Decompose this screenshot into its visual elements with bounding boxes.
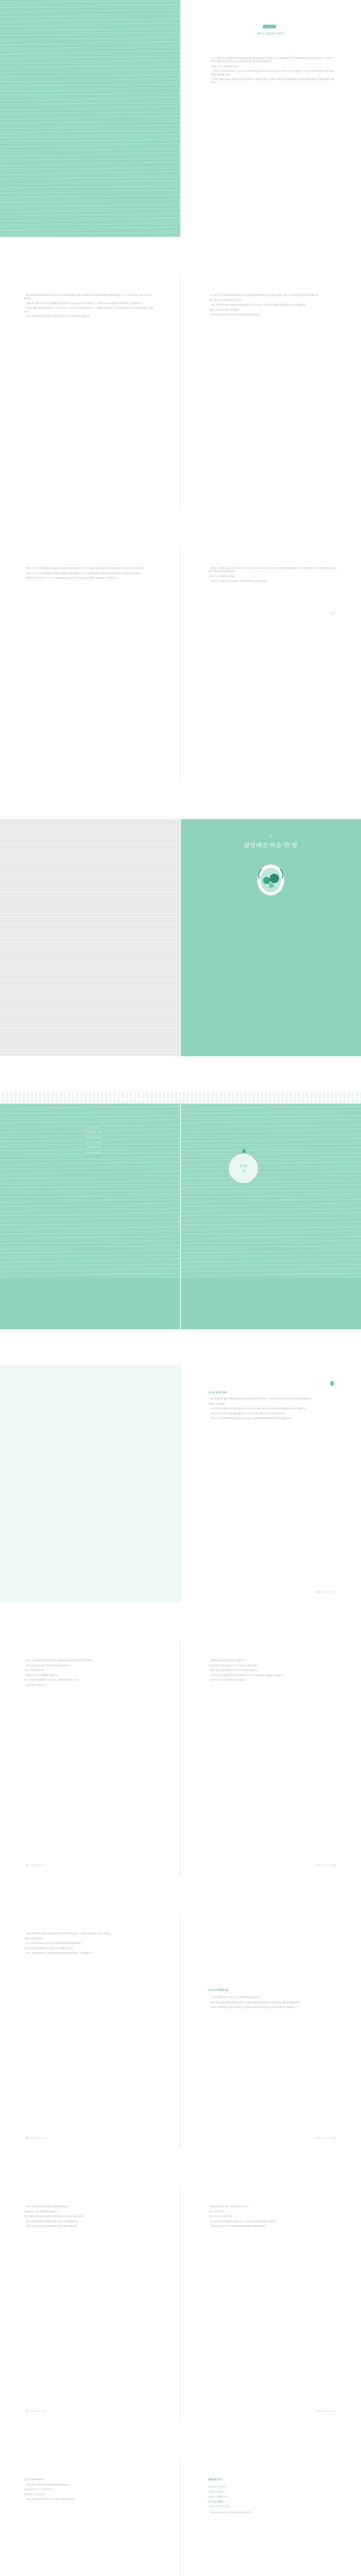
pale-mint-page	[0, 1365, 180, 1602]
paragraph: 어느 날 한 아이가 물었습니다. 저는 잠시 생각하다가 이렇게 대답했습니다.	[26, 1942, 81, 1945]
gutter	[180, 1638, 181, 1875]
right-page	[180, 546, 361, 783]
paragraph: 동시를 읽고 나누는 시간이 쌓일수록 아이들은 서로를 더 잘 알게 되었습니다. 누가 무엇을 좋아하는지, 어떤 일에 마음이 상하는지 자연스럽게 알게 되었지요.	[26, 572, 142, 574]
quote: "선생님, 오늘은 어떤 시를 읽어요?"	[208, 575, 235, 578]
mint-band	[0, 1278, 180, 1329]
paragraph: 그렇게 만들어진 시집은 아이들에게 세상에서 하나뿐인 보물이 되었습니다.	[210, 2225, 266, 2228]
paragraph: 처음에는 대답이 돌아오지 않았습니다. 그러나 일주일, 이 주일이 지나자 한두 명씩 손을 들기 시작했습니다. 아이들은 시 속 이야기를 빌려 자기 이야기를 꺼내 놓기 시작했습니다.	[24, 307, 153, 313]
gutter	[180, 0, 181, 237]
spread-4	[0, 819, 361, 1056]
footer-title: 말랑해진 마음 한 알	[30, 2410, 46, 2412]
body-text	[208, 1659, 337, 1684]
decorative-teal-page	[0, 0, 180, 237]
body-text	[208, 1397, 337, 1422]
paragraph: 처음 교실에 들어섰을 때 아이들은 서로 눈도 잘 마주치지 못했습니다. 쉬는 시간이면 각자 자리에 앉아 조용히 창밖만 바라보았고, 누가 먼저 말을 걸어 주기를 기다리는 듯했습니다.	[24, 294, 153, 300]
badge-sublabel: 공감	[241, 1170, 245, 1172]
left-page	[0, 546, 180, 783]
section-chip: 세내는말	[263, 25, 276, 28]
poem-line: 젖은 신발도 괜찮았어	[208, 2500, 224, 2503]
paragraph: 아이들이 직접 쓴 이 시는 우리 반의 노래가 되었습니다.	[210, 2512, 252, 2514]
left-page	[0, 273, 180, 510]
body-text	[208, 294, 337, 318]
paragraph: 아이들의 눈이 모두 정미에게로 향했습니다.	[26, 1674, 58, 1676]
paragraph: 어느 시골의 작은 교실에서 처음으로 아이들을 만났던 날이 떠오릅니다. 그때 저는 동시 한 편을 칠판에 적어 주고 함께 소리 내어 읽어 보자고 했습니다. 아이들의 목소리가 교실을 가득 채우는 순간, 저는 동시가 가진 힘을 처음으로 알게 되었습니다.	[210, 57, 334, 63]
paragraph: 동시 쓰기 시간에 아이들은 저마다의 경험을 떠올렸습니다.	[26, 2206, 69, 2208]
spread-10	[0, 2458, 361, 2576]
paragraph: 작은 목소리로 건넨 그 한마디가 교실의 공기를 바꾸어 놓았습니다.	[210, 314, 260, 316]
left-page	[0, 1638, 180, 1875]
footer-title: 말랑해진 마음 한 알	[315, 2137, 331, 2139]
paragraph: 동시 한 편이 두 아이의 마음을 이어 준 것입니다.	[210, 1679, 247, 1682]
gutter	[180, 1092, 181, 1329]
quote: "그럼 다음에 비 오면 나랑 같이 가자. 우리 집 가는 길이랑 같잖아."	[208, 1664, 258, 1667]
poem-page	[0, 1092, 180, 1329]
spread-7	[0, 1638, 361, 1875]
chapter-badge	[229, 1154, 258, 1183]
footer-title: 말랑해진 마음 한 알	[30, 1864, 46, 1866]
footer-chapter: 1장	[26, 2137, 29, 2139]
paragraph: 공감은 이렇게 작은 순간에서 시작됩니다. 친구의 이야기에 귀 기울이고, 그 마음을 내 마음처럼 느껴 보는 것이지요.	[26, 1933, 111, 1935]
paragraph: 그 뒤로 아이들은 비 오는 날을 조금씩 다르게 바라보게 되었습니다.	[210, 1996, 260, 1998]
body-text	[24, 567, 153, 582]
paragraph: 교실이 잠시 조용해졌습니다.	[26, 1684, 47, 1686]
body-text	[208, 2205, 337, 2230]
quote: "오늘 아침에 있었던 일을 떠올려 봐. 기분이 어땠는지 그걸 그대로 적어 보면 돼."	[24, 2215, 84, 2218]
right-page	[180, 1365, 361, 1602]
poem-line: 비 오는 날에는	[88, 1127, 99, 1129]
gutter	[180, 1911, 181, 2148]
preface-page	[180, 0, 361, 237]
paragraph: 이 책에 실린 이야기들은 모두 그 시간 속에서 피어난 것들입니다. 아이들의 목소리를 최대한 그대로 담으려고 노력했습니다.	[26, 577, 118, 580]
quote: "친구가 슬플 때 같이 슬퍼해 주고, 기쁠 때 같이 기뻐해 주는 거야."	[24, 1947, 74, 1950]
section-heading: 우산 속의 따뜻한 마음	[208, 1989, 228, 1991]
spread-3	[0, 546, 361, 783]
paragraph: 아이들의 시를 모아 작은 시집을 만들기로 했습니다.	[210, 2206, 249, 2208]
footer-title: 말랑해진 마음 한 알	[30, 2137, 46, 2139]
right-page	[180, 1638, 361, 1875]
preface-title: 해주는 공감 동시 이야기	[257, 32, 285, 36]
quote: "그럼, 모두의 시가 들어갈 거야."	[208, 2215, 233, 2218]
paragraph: 한 아이는 우산을 잃어버려 울었던 날을, 또 다른 아이는 친구와 함께 물웅덩이를 뛰어넘던 날을 떠올렸습니다.	[210, 1417, 291, 1420]
teal-background	[0, 1092, 180, 1278]
gutter	[180, 1365, 181, 1602]
paragraph: 한 아이가 수줍게 웃으며 건넨 그 말은 지금도 제 마음에 오래 남아 있습니다. 아이들은 동시 속에서 자기 마음을 발견하고, 친구의 마음을 들여다보며, 조금씩 서로를 이해하는 법을 배워 갑니다.	[210, 70, 334, 76]
teal-background	[180, 1092, 361, 1278]
quote: "우리 반 시집이 생겼어요!"	[24, 2479, 44, 2481]
running-footer	[315, 1864, 337, 1866]
gutter	[180, 546, 181, 783]
right-page	[180, 2458, 361, 2576]
lace-border	[180, 1092, 361, 1104]
quote: "괜찮아, 다음엔 내가 같이 쓰고 가 줄게."	[208, 309, 239, 311]
running-footer	[315, 2410, 337, 2412]
quote: "선생님, 저는 무엇을 써야 할지 모르겠어요."	[24, 2210, 57, 2213]
running-footer	[24, 2137, 46, 2139]
footer-chapter: 1장	[332, 1864, 335, 1866]
paragraph: 완성된 시를 읽어 주던 아이의 목소리에는 자랑스러움이 묻어났습니다.	[26, 2225, 78, 2228]
footer-chapter: 1장	[332, 1591, 335, 1593]
gutter	[180, 2458, 181, 2576]
poem	[50, 1126, 137, 1156]
paragraph: 이 책은 그렇게 아이들과 함께 나눈 동시와 이야기를 모은 것입니다. 짧은 시 한 편이 아이의 하루를 어떻게 바꾸는지, 공감이 어떻게 자라나는지 함께 살펴보고 싶었습니다.	[210, 78, 334, 84]
poem-line: 너와 나는 가까워졌어	[208, 2490, 224, 2493]
footer-title: 말랑해진 마음 한 알	[315, 1864, 331, 1866]
body-text	[208, 2511, 337, 2516]
running-footer	[315, 2137, 337, 2139]
quote: "저도 우산 없어서 비 맞고 집에 간 적 있어요."	[208, 299, 243, 301]
spread-2	[0, 273, 361, 510]
section-heading: 비 오는 날 동시 읽기	[208, 1391, 227, 1394]
spread-1	[0, 0, 361, 237]
gutter	[180, 819, 181, 1056]
quote: "민준이 거는 우산 이야기네."	[24, 2493, 46, 2496]
body-text	[208, 1996, 337, 2011]
mint-band	[180, 1278, 361, 1329]
paragraph: 시를 다 읽고 나서 저는 아이들에게 물었습니다. 비 오는 날 가장 기억에 남는 일은 무엇인지 말이지요.	[210, 1412, 286, 1415]
signature: 지은이	[330, 613, 335, 615]
paragraph: 그러자 여기저기서 비슷한 경험들이 쏟아져 나왔습니다. 그날 아이들은 서로의 이야기에 귀를 기울이며 처음으로 크게 웃었습니다.	[210, 304, 306, 307]
chapter-number: 1장	[268, 835, 273, 838]
poem-line: 가장 따뜻한 마음이야	[85, 1151, 102, 1154]
running-footer	[315, 1591, 337, 1593]
footer-title: 말랑해진 마음 한 알	[315, 2410, 331, 2412]
right-page	[180, 273, 361, 510]
poem-line: 다음 비가 오면 또 같이 가자	[208, 2505, 229, 2508]
poem-line: 그게 내가 줄 수 있는	[86, 1146, 101, 1149]
decorative-grey-page	[0, 819, 180, 1056]
paragraph: 아이들의 마음은 생각보다 훨씬 깊고 넓었습니다. 어른들이 미처 알아채지 못하는 작은 일에도 기뻐하고 슬퍼하며, 친구의 아픔을 자기 일처럼 느낄 줄 알았습니다.	[26, 567, 145, 569]
paragraph: 정미는 놀란 얼굴로 민준이를 바라보다가 이내 살짝 웃었습니다.	[210, 1669, 258, 1672]
paragraph: 아이들은 자기 시에 어울리는 그림을 그리고, 친구의 시를 읽으며 감상을 적어 주었습니다.	[210, 2220, 277, 2223]
spread-5	[0, 1092, 361, 1329]
running-footer	[24, 1864, 46, 1866]
poem-line: 네 어깨가 젖지 않도록	[85, 1137, 102, 1139]
paragraph: 시집을 받아 든 아이들의 얼굴에는 환한 웃음이 번졌습니다.	[26, 2483, 70, 2486]
left-page	[0, 2458, 180, 2576]
chapter-title: 말랑해진 마음 한 알	[243, 842, 298, 849]
preface-body	[210, 57, 334, 86]
gutter	[180, 2184, 181, 2421]
paragraph: 비가 오면 누군가의 우산이 되어 줄 수 있다는 것, 함께 걸어가는 길이 혼자 걷는 길보다 덜 춥다는 것을 알게 되었으니까요.	[210, 2001, 301, 2004]
spread-6	[0, 1365, 361, 1602]
body-text	[24, 294, 153, 320]
paragraph: 책을 읽는 선생님과 부모님, 그리고 아이들 모두가 동시 한 편으로 서로의 마음을 들여다보는 경험을 하기를 바랍니다. 공감은 거창한 것이 아니라 작은 관심에서 시작된다는 것을 이 책이 보여 주었으면 합니다.	[208, 567, 337, 573]
paragraph: 아이들의 그 물음이 앞으로도 오래도록 이어지기를 바라며 이 책을 펴냅니다.	[210, 580, 267, 583]
quote: "이건 정미 시야. 비 오는 날에 관한 거."	[24, 2488, 54, 2491]
quote: "선생님, 공감이 뭐예요?"	[24, 1937, 43, 1940]
paragraph: 아이는 한참을 생각하더니 연필을 꾹 쥐고 한 줄 한 줄 써 내려갔습니다.	[26, 2220, 78, 2223]
wreath-illustration	[255, 863, 286, 897]
paragraph: 정미는 교실 한쪽에서 조용히 이야기를 듣고 있었습니다. 평소에도 말수가 적은 아이였지요.	[26, 1659, 93, 1662]
paragraph: 동시는 아이들에게 말하기 어려운 마음을 대신 전해 주는 작은 다리가 되어 주었습니다.	[26, 315, 90, 318]
footer-chapter: 1장	[332, 2410, 335, 2412]
spread-8	[0, 1911, 361, 2148]
running-footer	[24, 2410, 46, 2412]
leaf-icon	[329, 1379, 335, 1385]
left-page	[0, 2184, 180, 2421]
poem-line: 빗소리가 노래처럼 들리고	[208, 2496, 228, 2498]
section-heading: 함께 읽는 동시	[208, 2478, 222, 2481]
paragraph: 아이들은 자기만의 비 오는 날 동시를 써 보기도 했습니다. 서툴지만 진심이 담긴 시들이 교실 벽을 가득 채웠습니다.	[210, 2006, 296, 2009]
leaf-icon	[241, 1146, 247, 1151]
body-text	[24, 1932, 153, 1957]
chapter-opener-page	[180, 819, 361, 1056]
gutter	[180, 273, 181, 510]
footer-chapter: 1장	[332, 2137, 335, 2139]
paragraph: 발표가 끝나갈 무렵 정미가 작은 목소리로 손을 들었습니다.	[26, 1664, 70, 1667]
body-text	[24, 2478, 153, 2503]
lace-border	[0, 1092, 180, 1104]
paragraph: 그날 이후 비 오는 날이면 두 아이가 한 우산을 나누어 쓰고 교문을 나서는 모습을 볼 수 있었습니다.	[210, 1674, 284, 1676]
poem-line: 조금 더 기울여 줄게	[86, 1141, 101, 1144]
paragraph: 그때 옆자리에 앉은 민준이가 불쑥 말했습니다.	[210, 1659, 245, 1662]
quote: "비 오는 날엔 엄마가 데리러 올 수 없거든요. 그래서 혼자 비를 맞고 가요."	[24, 1679, 79, 1682]
paragraph: 어느 날은 비 오는 날에 관한 동시를 읽었습니다. 우산을 잃어버린 아이의 이야기가 담긴 시였지요. 시를 다 읽고 나서 한 아이가 조용히 말했습니다.	[210, 294, 319, 296]
paragraph: 서로의 시를 찾아 읽으며 아이들은 다시 한번 그날을 떠올렸습니다.	[26, 2498, 75, 2501]
paragraph: 아이는 고개를 끄덕이며 "아, 그럼 민준이가 정미한테 한 게 공감이네요." 하고 말했습니다.	[26, 1952, 93, 1955]
footer-chapter: 1장	[26, 1864, 29, 1866]
quote: "제 시도 들어가요?"	[208, 2210, 224, 2213]
paragraph: 저는 칠판에 비에 관한 동시 한 편을 적었습니다. 아이들은 소리 내어 시를 읽으며 빗소리와 시의 리듬이 닮았다고 신기해했습니다.	[210, 1408, 306, 1410]
body-text	[24, 2205, 153, 2230]
spread-9	[0, 2184, 361, 2421]
paragraph: 그래서 저는 매일 아침 동시 한 편을 함께 읽기로 했습니다. 시 속 주인공의 마음을 짐작해 보고, 그 마음이 내 마음과 닮았는지 이야기해 보는 시간이었습니다.	[26, 302, 142, 304]
poem-line: 비 오는 날 우산 속에서	[208, 2486, 225, 2488]
paragraph: 비가 내리던 어느 월요일 아침이었습니다. 교실 창문에 빗방울이 톡톡 부딪히는 소리가 들려오자 아이들은 하나둘 창밖을 바라보았습니다.	[210, 1398, 312, 1400]
body-text	[24, 1659, 153, 1689]
body-text	[208, 567, 337, 585]
footer-chapter: 1장	[26, 2410, 29, 2412]
badge-page	[180, 1092, 361, 1329]
quote: "선생님, 오늘 비 와요."	[208, 1402, 226, 1405]
poem	[208, 2485, 337, 2510]
footer-title: 말랑해진 마음 한 알	[315, 1591, 331, 1593]
right-page	[180, 1911, 361, 2148]
poem-line: 우산을 같이 쓰고 싶어	[85, 1131, 102, 1134]
left-page	[0, 1911, 180, 2148]
badge-label: 동시와	[239, 1165, 248, 1168]
right-page	[180, 2184, 361, 2421]
quote: "선생님, 이 시는 꼭 제 이야기 같아요."	[210, 65, 240, 67]
quote: "저는 비 오는 날이 싫어요."	[24, 1669, 45, 1672]
